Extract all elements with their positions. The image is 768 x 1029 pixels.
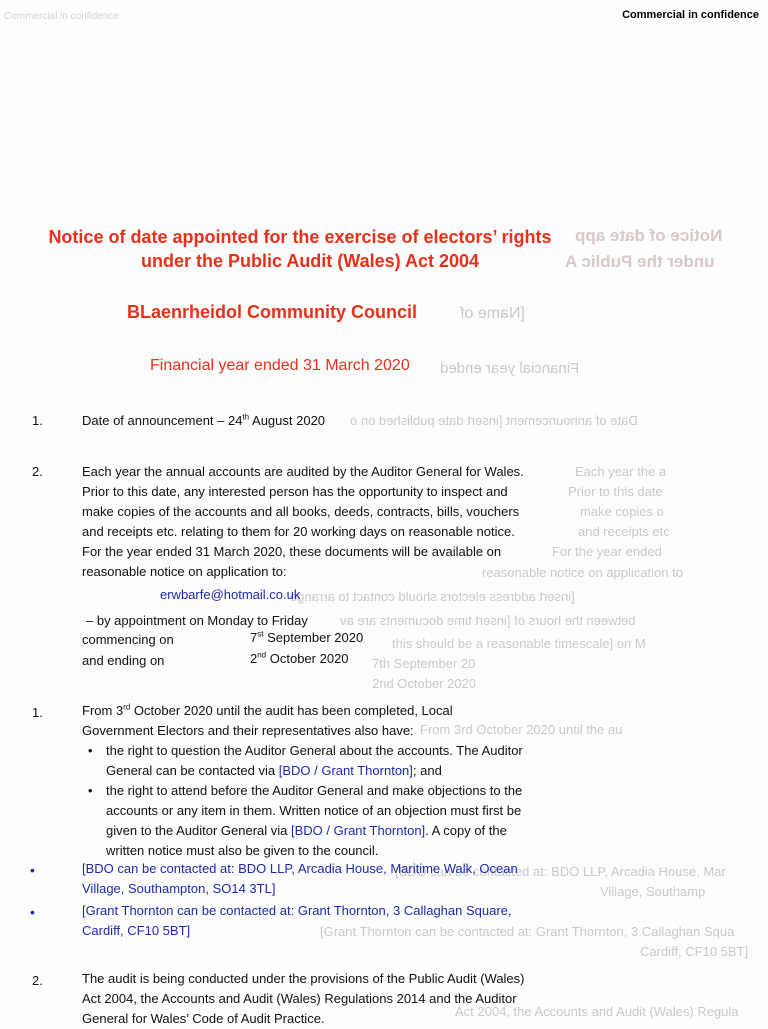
ghost-line: 2nd October 2020	[372, 676, 477, 691]
item-number: 2.	[32, 464, 43, 479]
contact-email[interactable]: erwbarfe@hotmail.co.uk	[160, 587, 301, 602]
ghost-line: Act 2004, the Accounts and Audit (Wales) Regula	[455, 1004, 739, 1019]
item-number: 2.	[32, 973, 43, 988]
ghost-line: make copies o	[580, 504, 664, 519]
notice-title-line-1: Notice of date appointed for the exercise of electors’ rights	[48, 227, 552, 247]
ghost-line: and receipts etc	[578, 524, 670, 539]
date-of-announcement: Date of announcement – 24th August 2020	[82, 412, 326, 428]
item-number: 1.	[32, 705, 43, 720]
grant-thornton-contact: [Grant Thornton can be contacted at: Grant Thornton, 3 Callaghan Square, Cardiff, CF10 5BT]	[82, 903, 512, 938]
ghost-line: Prior to this date	[568, 484, 663, 499]
accounts-paragraph: Each year the annual accounts are audited by the Auditor General for Wales. Prior to this date, any interested person has the opportunity to inspect and make copies of the accounts and all books, deeds, contracts, bills, vouchers and receipts etc. relating to them for 20 working days on reasonable notice. For the year ended 31 March 2020, these documents will be available on reasonable notice on application to:	[82, 464, 524, 579]
ghost-line: For the year ended	[552, 544, 662, 559]
ending-date: 2nd October 2020	[250, 650, 349, 666]
rights-list	[88, 741, 608, 861]
list-item: • the right to attend before the Auditor General and make objections to the accounts or any item in them. Written notice of an objection must first be given to the Auditor General via [BDO / Grant Thornton]. A copy of the written notice must also be given to the council.	[88, 781, 608, 861]
electors-rights-intro: From 3rd October 2020 until the audit has been completed, Local Government Electors and their representatives also have:	[82, 702, 453, 738]
ghost-line: [BDO can be contacted at: BDO LLP, Arcadia House, Mar	[395, 864, 726, 879]
commencing-date: 7st September 2020	[250, 629, 364, 645]
ending-label: and ending on	[82, 653, 165, 668]
council-name: BLaenrheidol Community Council	[127, 302, 418, 322]
ghost-line: between the hours of [insert time documents are av	[340, 613, 636, 628]
ghost-header-text: Commercial in confidence	[4, 11, 120, 22]
confidentiality-label: Commercial in confidence	[622, 9, 759, 21]
notice-title-line-2: under the Public Audit (Wales) Act 2004	[140, 251, 480, 271]
bullet-dot: •	[30, 904, 35, 920]
ghost-date-announcement: Date of announcement [insert date published on o	[350, 413, 638, 428]
ghost-title-2: under the Public A	[565, 252, 715, 271]
ghost-line: [Grant Thornton can be contacted at: Grant Thornton, 3 Callaghan Squa	[320, 924, 735, 939]
bdo-contact: [BDO can be contacted at: BDO LLP, Arcadia House, Maritime Walk, Ocean Village, Southampton, SO14 3TL]	[82, 861, 518, 896]
list-item: • the right to question the Auditor General about the accounts. The Auditor General can be contacted via [BDO / Grant Thornton]; and	[88, 741, 608, 781]
ghost-line: Village, Southamp	[600, 884, 706, 899]
ghost-line: Each year the a	[575, 464, 667, 479]
audit-provisions: The audit is being conducted under the provisions of the Public Audit (Wales) Act 2004, the Accounts and Audit (Wales) Regulations 2014 and the Auditor General for Wales’ Code of Audit Practice.	[82, 971, 525, 1026]
ghost-line: 7th September 20	[372, 656, 476, 671]
financial-year: Financial year ended 31 March 2020	[150, 357, 410, 374]
ghost-line: From 3rd October 2020 until the au	[420, 722, 623, 737]
bullet-dot: •	[30, 862, 35, 878]
commencing-label: commencing on	[82, 632, 174, 647]
ghost-line: reasonable notice on application to	[482, 565, 683, 580]
ghost-line: this should be a reasonable timescale] on M	[392, 636, 646, 651]
ghost-title-1: Notice of date app	[575, 226, 723, 245]
appointment-note: – by appointment on Monday to Friday	[86, 613, 308, 628]
item-number: 1.	[32, 413, 43, 428]
ghost-fy: Financial year ended	[440, 360, 580, 377]
ghost-name-of: [Name of	[460, 305, 525, 322]
ghost-line: [insert address electors should contact to arrange	[290, 589, 575, 604]
ghost-line: Cardiff, CF10 5BT]	[640, 944, 749, 959]
